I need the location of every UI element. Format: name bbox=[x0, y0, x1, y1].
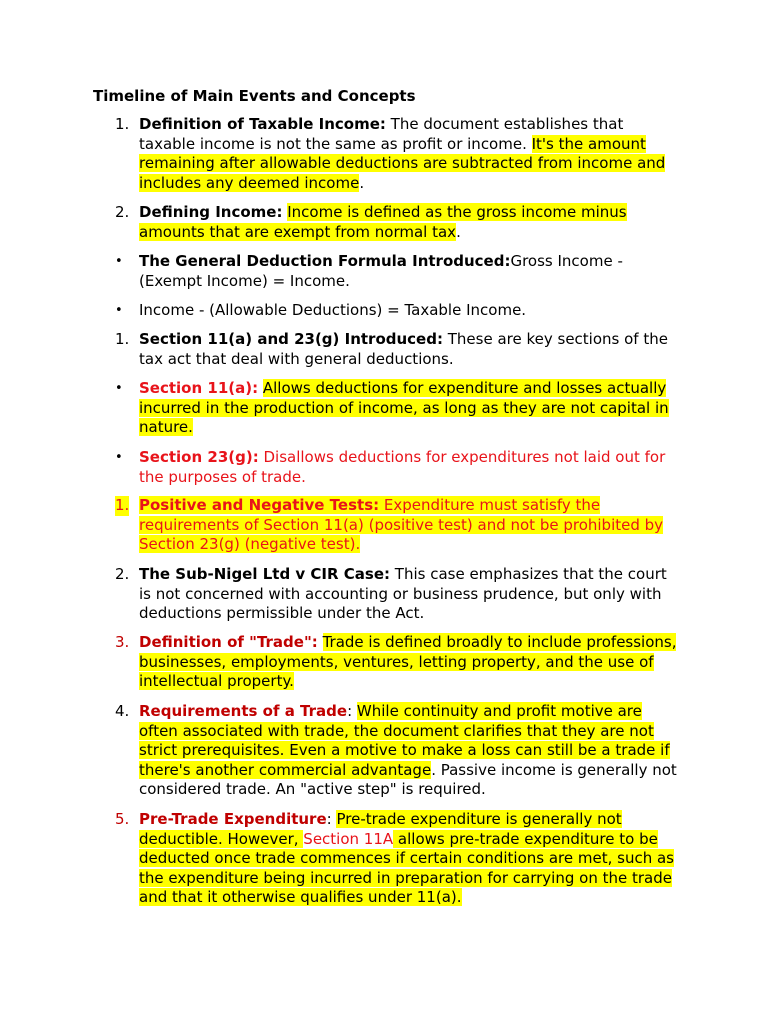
item-text-end: . bbox=[359, 173, 365, 192]
list-item bbox=[115, 203, 679, 242]
item-text: The document establishes that taxable income is not the same as profit or income. bbox=[139, 115, 624, 153]
list-number: 4. bbox=[115, 702, 130, 720]
bullet-item bbox=[115, 379, 679, 438]
item-text: Income - (Allowable Deductions) = Taxable Income. bbox=[139, 301, 527, 319]
item-heading: Definition of "Trade": bbox=[139, 633, 318, 651]
list-item bbox=[115, 496, 679, 555]
highlighted-text-continued: allows pre-trade expenditure to be deducted once trade commences if certain conditions are met, such as the expenditure being incurred in preparation for carrying on the trade and that it otherwise qualifies under 11(a). bbox=[139, 829, 674, 907]
list-number: 2. bbox=[115, 203, 130, 221]
highlighted-text: It's the amount remaining after allowable deductions are subtracted from income and includes any deemed income bbox=[139, 134, 666, 192]
item-text: These are key sections of the tax act that deal with general deductions. bbox=[139, 330, 668, 368]
item-heading: The Sub-Nigel Ltd v CIR Case: bbox=[139, 565, 391, 583]
highlighted-text: Income is defined as the gross income minus amounts that are exempt from normal tax bbox=[139, 203, 627, 241]
highlighted-text: Trade is defined broadly to include professions, businesses, employments, ventures, letting property, and the use of intellectual property. bbox=[139, 633, 677, 691]
list-number: 2. bbox=[115, 565, 130, 583]
bullet-marker: • bbox=[115, 450, 123, 465]
bullet-item bbox=[115, 448, 679, 487]
page-title: Timeline of Main Events and Concepts bbox=[93, 87, 416, 105]
list-number: 1. bbox=[115, 496, 130, 514]
item-heading: Section 23(g): bbox=[139, 448, 259, 466]
item-text: Gross Income - (Exempt Income) = Income. bbox=[139, 252, 623, 290]
bullet-marker: • bbox=[115, 254, 123, 269]
list-item bbox=[115, 633, 679, 692]
section-reference: Section 11A bbox=[303, 829, 394, 848]
bullet-item bbox=[115, 252, 679, 291]
item-heading: Positive and Negative Tests: bbox=[139, 496, 380, 514]
item-text-end: . Passive income is generally not considered trade. An "active step" is required. bbox=[139, 760, 677, 799]
list-item bbox=[115, 702, 679, 800]
highlighted-text: Allows deductions for expenditure and losses actually incurred in the production of income, as long as they are not capital in nature. bbox=[139, 379, 669, 437]
item-heading-colon: : bbox=[347, 702, 353, 720]
item-heading: Definition of Taxable Income: bbox=[139, 115, 386, 133]
item-text: Expenditure must satisfy the requirements of Section 11(a) (positive test) and not be prohibited by Section 23(g) (negative test). bbox=[139, 496, 664, 554]
highlighted-text: While continuity and profit motive are often associated with trade, the document clarifies that they are not strict prerequisites. Even a motive to make a loss can still be a trade if there's another commercial advantage bbox=[139, 702, 670, 779]
list-item bbox=[115, 330, 679, 369]
item-heading: The General Deduction Formula Introduced: bbox=[139, 252, 511, 270]
item-heading-colon: : bbox=[326, 810, 332, 828]
item-heading: Section 11(a) and 23(g) Introduced: bbox=[139, 330, 443, 348]
list-item bbox=[115, 810, 679, 908]
list-number: 1. bbox=[115, 115, 130, 133]
item-heading: Section 11(a): bbox=[139, 379, 259, 397]
list-item bbox=[115, 565, 679, 624]
list-item bbox=[115, 115, 679, 193]
item-text-end: . bbox=[456, 222, 461, 241]
item-heading: Pre-Trade Expenditure bbox=[139, 810, 327, 828]
item-text: This case emphasizes that the court is not concerned with accounting or business prudence, but only with deductions permissible under the Act. bbox=[139, 565, 667, 623]
item-heading: Requirements of a Trade bbox=[139, 702, 348, 720]
list-number: 5. bbox=[115, 810, 130, 828]
list-number: 1. bbox=[115, 330, 130, 348]
highlighted-text: Pre-trade expenditure is generally not deductible. However, bbox=[139, 810, 622, 848]
bullet-marker: • bbox=[115, 303, 123, 318]
item-text: Disallows deductions for expenditures not laid out for the purposes of trade. bbox=[139, 448, 666, 486]
bullet-marker: • bbox=[115, 381, 123, 396]
list-number: 3. bbox=[115, 633, 130, 651]
item-heading: Defining Income: bbox=[139, 203, 283, 221]
bullet-item bbox=[115, 301, 679, 321]
